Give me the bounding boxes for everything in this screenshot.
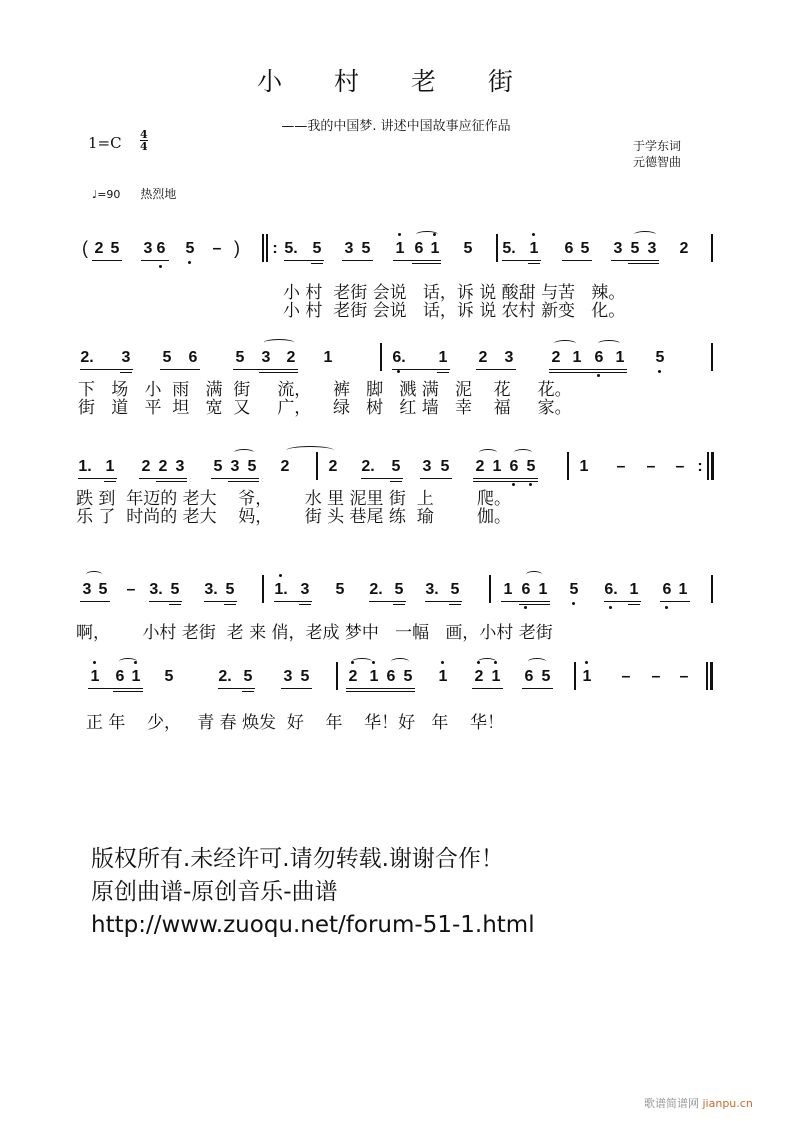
bar-line	[380, 343, 382, 371]
note: 6.	[604, 581, 618, 599]
bar-line	[496, 234, 498, 262]
note: 2	[478, 349, 488, 366]
note: 6	[592, 349, 606, 367]
note: 5.	[502, 240, 516, 257]
note: 3	[300, 581, 310, 598]
dash: –	[675, 458, 685, 475]
note: 2	[679, 240, 689, 257]
note: 1	[323, 349, 333, 366]
note: 5	[541, 668, 551, 685]
tie	[286, 446, 334, 455]
note: 2	[141, 458, 151, 475]
underline	[141, 260, 169, 261]
note: 2	[472, 668, 486, 686]
underline	[92, 260, 122, 261]
note: 2	[328, 458, 338, 475]
underline	[346, 688, 415, 689]
note: 1	[105, 458, 115, 475]
note: 2	[286, 349, 296, 366]
bar-line	[262, 575, 264, 603]
copyright-notice	[91, 843, 535, 942]
slur	[598, 340, 620, 347]
underline	[156, 481, 187, 482]
note: 5	[440, 458, 450, 475]
note: 5	[312, 240, 322, 257]
underline	[80, 369, 133, 370]
underline	[218, 688, 255, 689]
bar-line	[336, 662, 338, 690]
underline	[437, 372, 449, 373]
note: 3	[175, 458, 185, 475]
slur	[478, 658, 496, 665]
underline	[259, 372, 298, 373]
underline	[660, 601, 690, 602]
lyrics: 啊， 小村 老街 老 来 俏，老成 梦中 一幅 画，小村 老街	[76, 623, 553, 643]
note: 1	[438, 349, 448, 366]
note: 5	[653, 349, 667, 367]
underline	[346, 691, 415, 692]
note: 5	[300, 668, 310, 685]
note: 5	[450, 581, 460, 598]
note: 5	[463, 240, 473, 257]
watermark-label: 歌谱简谱网	[644, 1097, 699, 1110]
bar-line	[711, 234, 713, 262]
note: 5	[164, 668, 174, 685]
note: 5	[225, 581, 235, 598]
lyricist: 于学东词	[633, 139, 682, 153]
time-signature	[140, 129, 148, 152]
underline	[549, 372, 627, 373]
note: 3	[613, 240, 623, 257]
lyrics-verse-1: 小 村 老街 会说 话，诉 说 酸甜 与苦 辣。	[283, 283, 626, 303]
note: 3.	[149, 581, 163, 598]
underline	[233, 369, 298, 370]
underline	[472, 688, 503, 689]
underline	[224, 604, 236, 605]
underline	[392, 369, 450, 370]
note: 3	[230, 458, 240, 475]
slur	[554, 340, 576, 347]
note: 1.	[78, 458, 92, 475]
note: 3	[504, 349, 514, 366]
note: 5	[98, 581, 108, 598]
underline	[502, 260, 541, 261]
underline	[519, 604, 550, 605]
underline	[522, 688, 553, 689]
slur	[514, 449, 532, 456]
watermark-site[interactable]: jianpu.cn	[702, 1097, 753, 1110]
underline	[425, 601, 462, 602]
slur	[479, 449, 497, 456]
note: 6	[507, 458, 521, 476]
underline	[449, 604, 461, 605]
underline	[299, 604, 311, 605]
note: 2	[280, 458, 290, 475]
underline	[528, 263, 540, 264]
note: 6	[524, 668, 534, 685]
note: 1	[579, 458, 589, 475]
dash: –	[212, 240, 222, 257]
slur	[416, 231, 438, 238]
underline	[412, 263, 441, 264]
lyrics-verse-2: 小 村 老街 会说 话，诉 说 农村 新变 化。	[283, 301, 626, 321]
underline	[104, 481, 116, 482]
page-title: 小 村 老 街	[257, 67, 535, 96]
underline	[473, 481, 538, 482]
note: 1	[580, 668, 594, 686]
note: 1	[538, 581, 548, 598]
lyrics-verse-2: 乐 了 时尚的 老大 妈， 街 头 巷尾 练 瑜 伽。	[76, 507, 511, 527]
note: 5	[391, 458, 401, 475]
credits	[633, 138, 681, 170]
note: 2.	[369, 581, 383, 598]
note: 5	[183, 240, 197, 258]
note: 2	[94, 240, 104, 257]
slur	[391, 658, 409, 665]
note: 1	[503, 581, 513, 598]
note: 1	[428, 240, 442, 258]
final-bar	[710, 662, 713, 690]
underline	[628, 263, 659, 264]
slur	[634, 231, 656, 238]
underline	[342, 260, 373, 261]
note: 6	[115, 668, 125, 685]
note: 6	[564, 240, 574, 257]
underline	[604, 601, 641, 602]
underline	[390, 481, 402, 482]
bar-line	[567, 452, 569, 480]
underline	[78, 478, 117, 479]
underline	[361, 478, 403, 479]
bar-line	[711, 575, 713, 603]
note: 3	[647, 240, 657, 257]
underline	[284, 260, 324, 261]
repeat-colon: :	[697, 458, 703, 475]
underline	[369, 601, 406, 602]
note: 2.	[361, 458, 375, 475]
underline	[120, 372, 132, 373]
source-url[interactable]: http://www.zuoqu.net/forum-51-1.html	[91, 912, 535, 938]
underline	[473, 478, 538, 479]
dash: –	[616, 458, 626, 475]
slur	[526, 571, 542, 578]
underline	[281, 688, 312, 689]
underline	[204, 601, 237, 602]
underline	[242, 691, 254, 692]
slur	[352, 658, 372, 665]
slur	[86, 571, 102, 578]
note: 2.	[80, 349, 94, 366]
note: 5	[524, 458, 538, 476]
note: 5	[630, 240, 640, 257]
note: 6.	[392, 349, 406, 367]
note: 2	[346, 668, 360, 686]
tempo-value: ♩=90	[92, 188, 121, 201]
underline	[393, 260, 441, 261]
note: 2	[551, 349, 561, 366]
note: 5	[394, 581, 404, 598]
note: 3	[121, 349, 131, 366]
note: 2	[475, 458, 485, 475]
note: 5	[235, 349, 245, 366]
end-repeat-bar	[707, 452, 709, 480]
note: 3.	[204, 581, 218, 598]
final-bar	[706, 662, 708, 690]
tempo-marking	[92, 185, 176, 202]
note: 5	[567, 581, 581, 599]
lyrics-verse-1: 跌 到 年迈的 老大 爷， 水 里 泥里 街 上 爬。	[76, 489, 511, 509]
note: 1	[572, 349, 582, 366]
dash: –	[651, 668, 661, 685]
paren-close: )	[234, 238, 240, 258]
watermark	[644, 1095, 753, 1111]
note: 1	[129, 668, 143, 686]
repeat-bar	[262, 234, 264, 262]
underline	[562, 260, 592, 261]
note: 5	[110, 240, 120, 257]
note: 3	[283, 668, 293, 685]
note: 5	[335, 581, 345, 598]
note: 3	[422, 458, 432, 475]
note: 6	[660, 581, 674, 599]
underline	[611, 260, 659, 261]
underline	[228, 481, 259, 482]
note: 1	[527, 240, 541, 258]
note: 1	[492, 458, 502, 475]
expression-marking: 热烈地	[140, 187, 177, 201]
underline	[139, 478, 187, 479]
note: 1	[489, 668, 503, 686]
slur	[119, 658, 137, 665]
slur	[264, 339, 294, 346]
note: 1	[615, 349, 625, 366]
dash: –	[621, 668, 631, 685]
note: 1	[629, 581, 639, 598]
note: 3	[344, 240, 354, 257]
underline	[274, 601, 312, 602]
composer: 元德智曲	[633, 155, 682, 169]
note: 3	[82, 581, 92, 598]
underline	[149, 601, 182, 602]
underline	[160, 369, 200, 370]
note: 1	[393, 240, 407, 258]
end-repeat-bar	[711, 452, 714, 480]
dash: –	[646, 458, 656, 475]
note: 3.	[425, 581, 439, 598]
note: 2	[158, 458, 168, 475]
note: 5	[162, 349, 172, 366]
note: 5	[361, 240, 371, 257]
copyright-line: 版权所有.未经许可.请勿转载.谢谢合作！	[91, 846, 504, 872]
underline	[211, 478, 259, 479]
key-signature: 1=C	[88, 134, 122, 152]
note: 3	[143, 240, 153, 257]
paren-open: (	[82, 238, 88, 258]
underline	[420, 478, 452, 479]
subtitle: ——我的中国梦. 讲述中国故事应征作品	[281, 119, 511, 134]
note: 5	[403, 668, 413, 685]
underline	[169, 604, 181, 605]
underline	[88, 688, 143, 689]
slur	[234, 449, 254, 456]
underline	[311, 263, 323, 264]
note: 1.	[274, 581, 288, 599]
dash: –	[126, 581, 136, 598]
note: 3	[261, 349, 271, 366]
note: 6	[519, 581, 533, 599]
underline	[501, 601, 550, 602]
lyrics-verse-1: 下 场 小 雨 满 街 流， 裤 脚 溅 满 泥 花 花。	[78, 380, 572, 400]
underline	[113, 691, 143, 692]
note: 1	[88, 668, 102, 686]
underline	[393, 604, 405, 605]
note: 5.	[284, 240, 298, 257]
dash: –	[679, 668, 689, 685]
underline	[476, 369, 516, 370]
time-numerator: 4	[140, 128, 148, 141]
lyrics-verse-2: 街 道 平 坦 宽 又 广， 绿 树 红 墙 幸 福 家。	[78, 398, 572, 418]
time-denominator: 4	[140, 140, 148, 153]
bar-line	[489, 575, 491, 603]
bar-line	[711, 343, 713, 371]
note: 5	[213, 458, 223, 475]
underline	[628, 604, 640, 605]
underline	[80, 601, 110, 602]
note: 5	[247, 458, 257, 475]
bar-line	[574, 662, 576, 690]
slur	[528, 658, 546, 665]
note: 6	[188, 349, 198, 366]
source-line: 原创曲谱-原创音乐-曲谱	[91, 879, 338, 905]
note: 1	[678, 581, 688, 598]
repeat-colon: :	[272, 240, 278, 257]
note: 5	[243, 668, 253, 685]
note: 5	[580, 240, 590, 257]
underline	[549, 369, 627, 370]
note: 1	[367, 668, 381, 686]
note: 6	[414, 240, 424, 257]
note: 1	[436, 668, 450, 686]
note: 5	[170, 581, 180, 598]
bar-line	[316, 452, 318, 480]
note: 6	[386, 668, 396, 685]
lyrics: 正 年 少， 青 春 焕发 好 年 华！好 年 华！	[86, 713, 504, 733]
note: 2.	[218, 668, 232, 685]
note: 6	[154, 240, 168, 258]
